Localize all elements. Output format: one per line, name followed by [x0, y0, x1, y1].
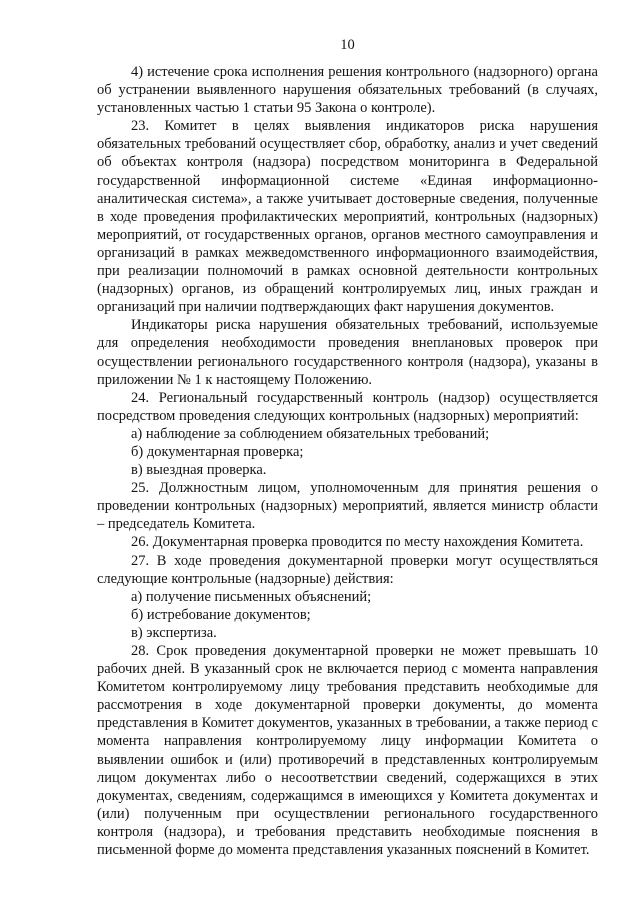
list-item: б) истребование документов;: [131, 606, 311, 623]
paragraph-28: 28. Срок проведения документарной проверки не может превышать 10 рабочих дней. В указанный срок не включается период с момента направления Комитетом контролируемому лицу требования представить необходимые для рассмотрения в ходе документарной проверки документы, до момента представления в Комитет документов, указанных в требовании, а также период с момента направления контролируемому лицу информации Комитета о выявлении ошибок и (или) противоречий в представленных контролируемым лицом документах либо о несоответствии сведений, содержащихся в этих документах, сведениям, содержащимся в имеющихся у Комитета документах и (или) полученным при осуществлении регионального государственного контроля (надзора), и требования представить необходимые пояснения в письменной форме до момента представления указанных пояснений в Комитет.: [97, 643, 598, 859]
paragraph-23: 23. Комитет в целях выявления индикаторов риска нарушения обязательных требований осуществляет сбор, обработку, анализ и учет сведений об объектах контроля (надзора) посредством мониторинга в Федеральной государственной информационной системе «Единая информационно-аналитическая система», а также учитывает достоверные сведения, полученные в ходе проведения профилактических мероприятий, контрольных (надзорных) мероприятий, от государственных органов, органов местного самоуправления и организаций в рамках межведомственного информационного взаимодействия, при реализации полномочий в рамках основной деятельности контрольных (надзорных) органов, из обращений контролируемых лиц, иных граждан и организаций при наличии подтверждающих факт нарушения документов.: [97, 118, 598, 316]
paragraph-risk-indicators: Индикаторы риска нарушения обязательных требований, используемые для определения необходимости проведения внеплановых проверок при осуществлении регионального государственного контроля (надзора), указаны в приложении № 1 к настоящему Положению.: [97, 317, 598, 388]
list-item: б) документарная проверка;: [131, 443, 304, 460]
list-item: а) наблюдение за соблюдением обязательных требований;: [131, 425, 490, 442]
list-item: в) экспертиза.: [131, 624, 217, 641]
page-number: 10: [340, 37, 355, 53]
paragraph-27: 27. В ходе проведения документарной проверки могут осуществляться следующие контрольные (надзорные) действия:: [97, 552, 598, 587]
paragraph-item-4: 4) истечение срока исполнения решения контрольного (надзорного) органа об устранении выявленного нарушения обязательных требований (в случаях, установленных частью 1 статьи 95 Закона о контроле).: [97, 64, 598, 117]
paragraph-25: 25. Должностным лицом, уполномоченным для принятия решения о проведении контрольных (надзорных) мероприятий, является министр области – председатель Комитета.: [97, 480, 598, 533]
paragraph-24: 24. Региональный государственный контроль (надзор) осуществляется посредством проведения следующих контрольных (надзорных) мероприятий:: [97, 389, 598, 424]
list-item: в) выездная проверка.: [131, 462, 267, 479]
list-item: а) получение письменных объяснений;: [131, 588, 372, 605]
paragraph-26: 26. Документарная проверка проводится по месту нахождения Комитета.: [131, 534, 584, 551]
